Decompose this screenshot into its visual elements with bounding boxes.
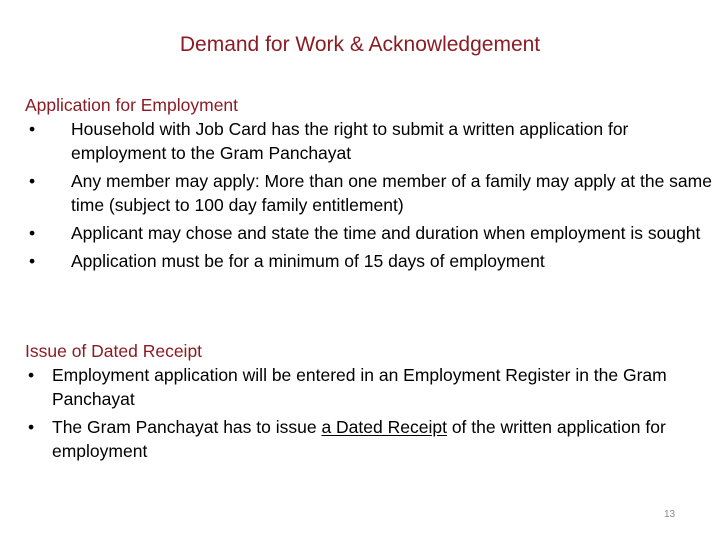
bullet-minimum-days: • Application must be for a minimum of 15 days of employment [25, 249, 717, 273]
application-bullet-list [25, 117, 717, 273]
bullet-right-to-apply: • Household with Job Card has the right to submit a written application for employment to the Gram Panchayat [25, 117, 717, 165]
dated-receipt-text-before: The Gram Panchayat has to issue [52, 417, 322, 437]
bullet-any-member: • Any member may apply: More than one member of a family may apply at the same time (subject to 100 day family entitlement) [25, 169, 717, 217]
application-heading: Application for Employment [25, 95, 239, 115]
bullet-dated-receipt [25, 415, 717, 463]
bullet-time-duration: • Applicant may chose and state the time and duration when employment is sought [25, 221, 717, 245]
application-section [25, 93, 717, 277]
receipt-heading: Issue of Dated Receipt [25, 341, 203, 361]
dated-receipt-text-after: of the written application for employment [52, 417, 666, 461]
receipt-bullet-list [25, 363, 717, 463]
page-number: 13 [664, 509, 676, 520]
slide-title: Demand for Work & Acknowledgement [179, 33, 541, 56]
bullet-employment-register: • Employment application will be entered in an Employment Register in the Gram Panchayat [25, 363, 717, 411]
dated-receipt-underlined: a Dated Receipt [321, 417, 447, 437]
receipt-section [25, 339, 717, 467]
